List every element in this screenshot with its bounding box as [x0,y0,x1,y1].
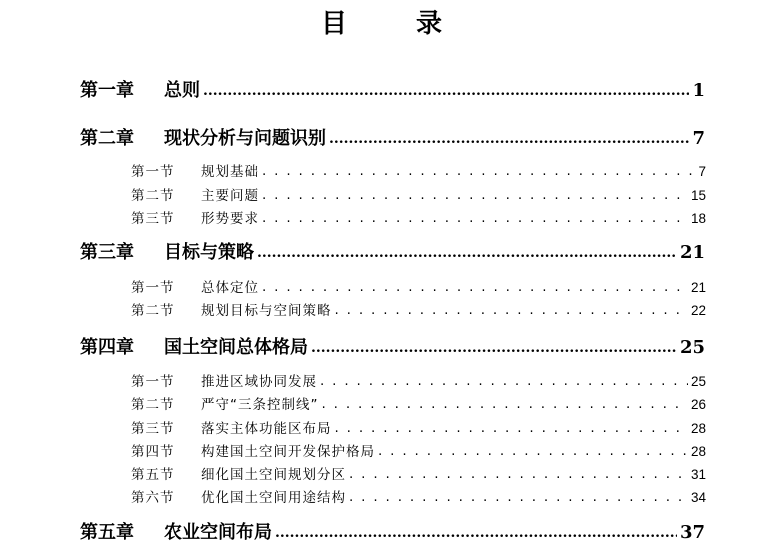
section-number: 第一节 [131,164,175,180]
section-title: 形势要求 [201,211,259,227]
chapter-number: 第五章 [80,522,134,543]
toc-section-entry[interactable] [131,486,706,506]
page-number: 34 [690,490,706,505]
section-title: 严守“三条控制线” [201,397,319,413]
dot-leader [349,489,688,505]
page-number: 31 [690,467,706,482]
toc-chapter-entry[interactable] [80,238,705,262]
section-title: 优化国土空间用途结构 [201,490,346,506]
section-number: 第三节 [131,211,175,227]
section-number: 第一节 [131,374,175,390]
toc-section-entry[interactable] [131,440,706,460]
dot-leader [349,466,688,482]
section-number: 第六节 [131,490,175,506]
dot-leader [335,302,688,318]
toc-chapter-entry[interactable] [80,333,705,357]
dot-leader [320,373,688,389]
page-number: 7 [698,164,706,179]
dot-leader [275,521,677,542]
page-number: 37 [679,522,705,543]
page-number: 25 [679,337,705,358]
chapter-number: 第一章 [80,80,134,101]
page-number: 22 [690,303,706,318]
toc-section-entry[interactable] [131,463,706,483]
section-title: 构建国土空间开发保护格局 [201,444,375,460]
toc-section-entry[interactable] [131,184,706,204]
dot-leader [262,210,688,226]
page-number: 28 [690,444,706,459]
section-title: 规划基础 [201,164,259,180]
chapter-number: 第二章 [80,128,134,149]
toc-section-entry[interactable] [131,393,706,413]
chapter-title: 国土空间总体格局 [164,337,308,358]
toc-section-entry[interactable] [131,370,706,390]
toc-section-entry[interactable] [131,417,706,437]
section-title: 规划目标与空间策略 [201,303,332,319]
chapter-title: 总则 [164,80,200,101]
toc-section-entry[interactable] [131,276,706,296]
toc-section-entry[interactable] [131,160,706,180]
page-number: 21 [690,280,706,295]
dot-leader [335,420,688,436]
toc-section-entry[interactable] [131,299,706,319]
dot-leader [262,187,688,203]
dot-leader [322,396,688,412]
chapter-number: 第三章 [80,242,134,263]
page-number: 26 [690,397,706,412]
section-title: 细化国土空间规划分区 [201,467,346,483]
dot-leader [203,79,689,100]
page-number: 21 [679,242,705,263]
page-number: 7 [692,128,705,149]
dot-leader [257,241,677,262]
page-number: 18 [690,211,706,226]
page-number: 25 [690,374,706,389]
page-number: 15 [690,188,706,203]
chapter-title: 农业空间布局 [164,522,272,543]
chapter-title: 现状分析与问题识别 [164,128,326,149]
section-number: 第一节 [131,280,175,296]
page-title: 目 录 [320,9,473,39]
page-number: 28 [690,421,706,436]
dot-leader [262,163,695,179]
section-number: 第二节 [131,397,175,413]
page-number: 1 [692,80,705,101]
section-number: 第五节 [131,467,175,483]
section-number: 第二节 [131,303,175,319]
section-title: 落实主体功能区布局 [201,421,332,437]
dot-leader [262,279,688,295]
section-title: 推进区域协同发展 [201,374,317,390]
toc-chapter-entry[interactable] [80,518,705,542]
section-number: 第四节 [131,444,175,460]
section-number: 第三节 [131,421,175,437]
section-title: 主要问题 [201,188,259,204]
dot-leader [329,127,689,148]
toc-chapter-entry[interactable] [80,76,705,100]
section-number: 第二节 [131,188,175,204]
dot-leader [311,336,677,357]
section-title: 总体定位 [201,280,259,296]
dot-leader [378,443,688,459]
chapter-title: 目标与策略 [164,242,254,263]
chapter-number: 第四章 [80,337,134,358]
toc-section-entry[interactable] [131,207,706,227]
toc-chapter-entry[interactable] [80,124,705,148]
